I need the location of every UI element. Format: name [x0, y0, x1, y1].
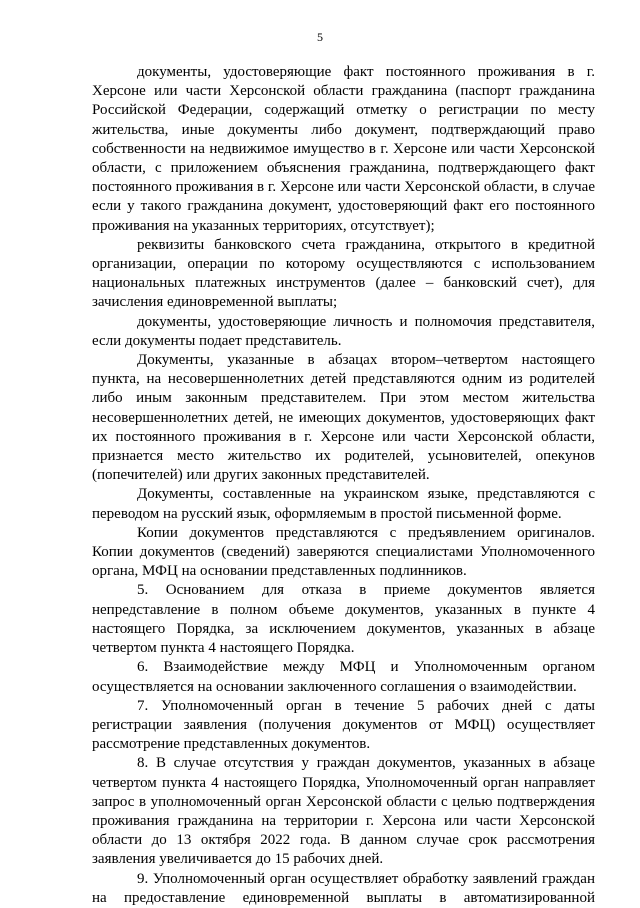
paragraph-document-copies: Копии документов представляются с предъявлением оригиналов. Копии документов (сведений) заверяются специалистами Уполномоченного органа, МФЦ на основании представленных подлинников.	[92, 524, 595, 580]
paragraph-bank-details: реквизиты банковского счета гражданина, открытого в кредитной организации, операции по которому осуществляются с использованием национальных платежных инструментов (далее – банковский счет), для зачисления единовременной выплаты;	[92, 236, 595, 311]
paragraph-ukrainian-documents: Документы, составленные на украинском языке, представляются с переводом на русский язык, оформляемым в простой письменной форме.	[92, 486, 595, 522]
paragraph-residence-documents: документы, удостоверяющие факт постоянного проживания в г. Херсоне или части Херсонской области гражданина (паспорт гражданина Российской Федерации, содержащий отметку о регистрации по месту жительства, иные документы либо документ, подтверждающий право собственности на недвижимое имущество в г. Херсоне или части Херсонской области, с приложением объяснения гражданина, подтверждающего факт постоянного проживания в г. Херсоне или части Херсонской области, в случае если у такого гражданина документ, удостоверяющий факт его постоянного проживания на указанных территориях, отсутствует);	[92, 64, 595, 234]
paragraph-minor-children: Документы, указанные в абзацах втором–четвертом настоящего пункта, на несовершеннолетних детей представляются одним из родителей либо иным законным представителем. При этом местом жительства несовершеннолетних детей, не имеющих документов, удостоверяющих факт их постоянного проживания в г. Херсоне или части Херсонской области, признается место жительство их родителей, усыновителей, опекунов (попечителей) или других законных представителей.	[92, 352, 595, 484]
page-number: 5	[317, 30, 323, 44]
paragraph-item-5: 5. Основанием для отказа в приеме документов является непредставление в полном объеме документов, указанных в пункте 4 настоящего Порядка, за исключением документов, указанных в абзаце четвертом пункта 4 настоящего Порядка.	[92, 582, 595, 657]
document-body	[92, 63, 595, 908]
paragraph-representative-documents: документы, удостоверяющие личность и полномочия представителя, если документы подает представитель.	[92, 313, 595, 349]
paragraph-item-6: 6. Взаимодействие между МФЦ и Уполномоченным органом осуществляется на основании заключенного соглашения о взаимодействии.	[92, 659, 595, 695]
paragraph-item-8: 8. В случае отсутствия у граждан документов, указанных в абзаце четвертом пункта 4 настоящего Порядка, Уполномоченный орган направляет запрос в уполномоченный орган Херсонской области с целью подтверждения проживания гражданина на территории г. Херсона или части Херсонской области до 13 октября 2022 года. В данном случае срок рассмотрения заявления увеличивается до 15 рабочих дней.	[92, 755, 595, 868]
paragraph-item-9: 9. Уполномоченный орган осуществляет обработку заявлений граждан на предоставление единовременной выплаты в автоматизированной	[92, 870, 595, 906]
paragraph-item-7: 7. Уполномоченный орган в течение 5 рабочих дней с даты регистрации заявления (получения документов от МФЦ) осуществляет рассмотрение представленных документов.	[92, 697, 595, 753]
